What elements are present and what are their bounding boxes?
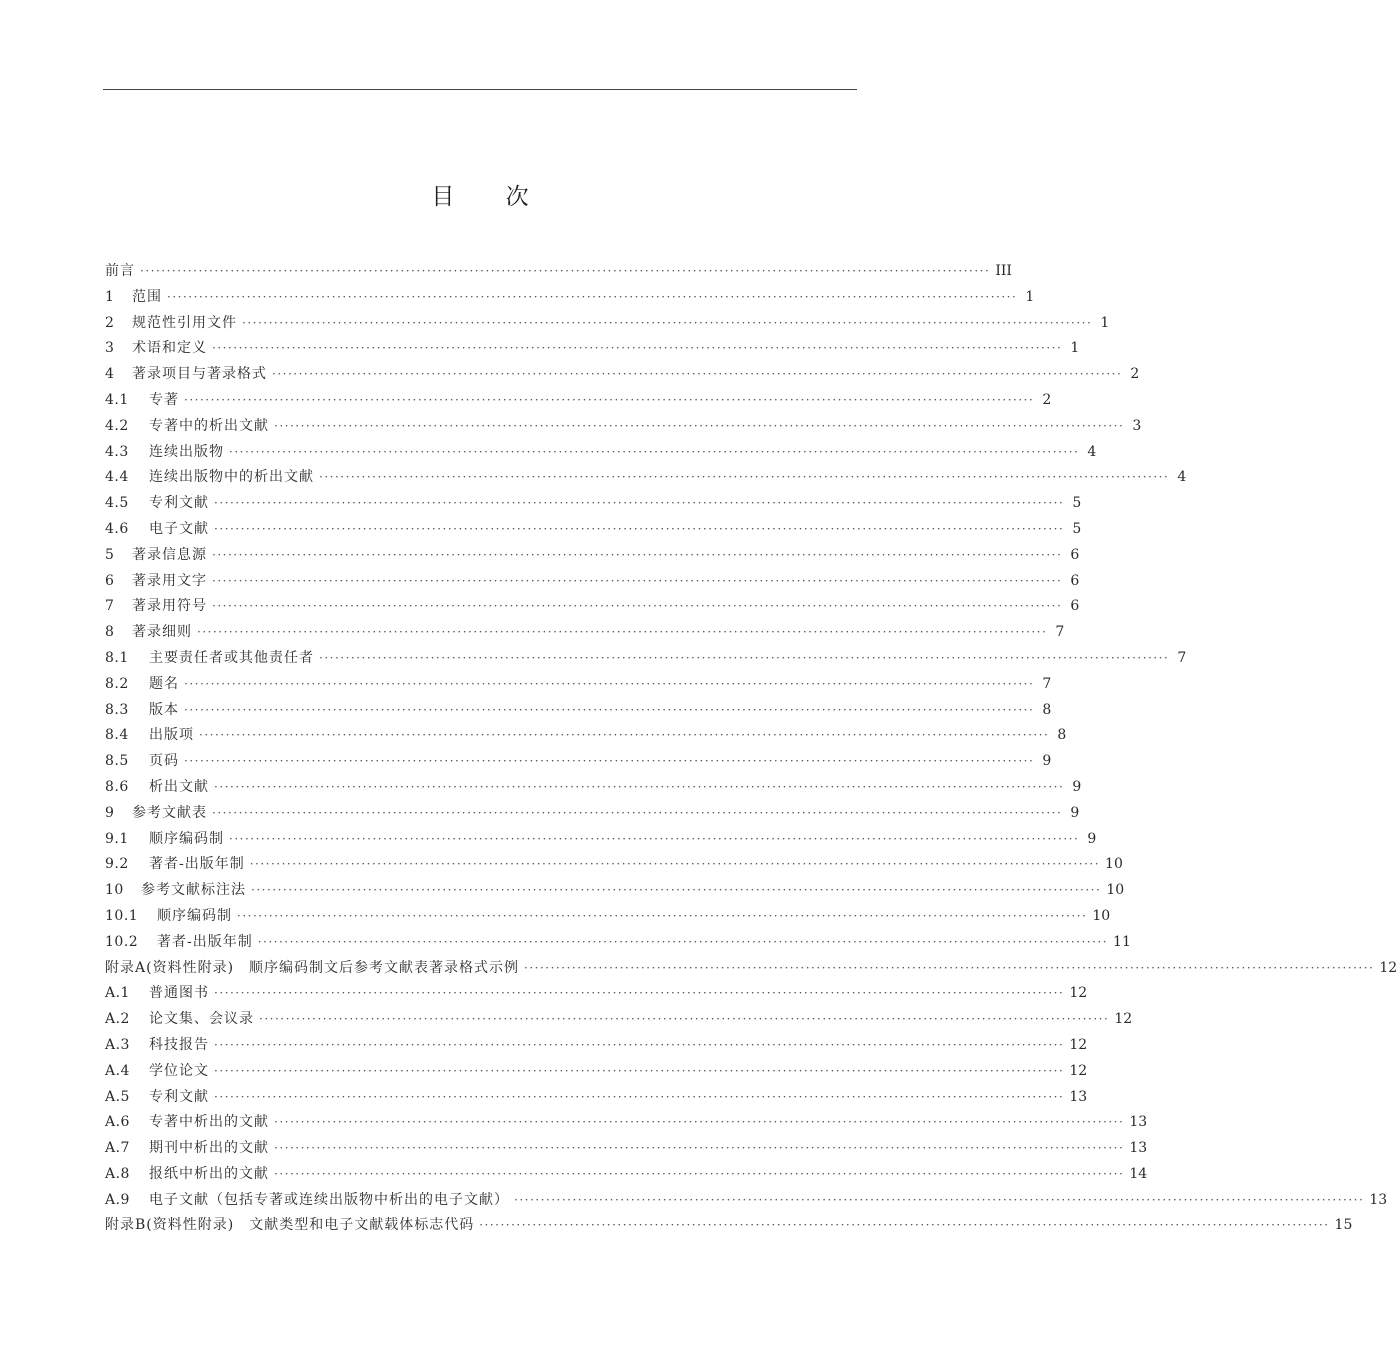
toc-leader: ································································································································································: [249, 857, 1101, 872]
toc-label: 出版项: [149, 727, 194, 744]
toc-number: 10.1: [105, 907, 139, 924]
toc-label: 专著: [149, 391, 179, 408]
toc-label: 参考文献表: [132, 804, 207, 821]
toc-page: 7: [1042, 675, 1052, 692]
toc-page: 4: [1177, 469, 1187, 486]
toc-leader: ································································································································································: [199, 728, 1050, 743]
toc-number: 2: [105, 314, 115, 331]
toc-entry[interactable]: [105, 465, 1187, 491]
toc-number: 4.4: [105, 469, 129, 486]
toc-label: 著录细则: [132, 624, 192, 641]
toc-number: A.2: [105, 1011, 130, 1028]
toc-label: 连续出版物: [149, 443, 224, 460]
toc-page: 9: [1042, 753, 1052, 770]
toc-number: 5: [105, 546, 115, 563]
toc-entry[interactable]: [105, 1059, 1088, 1085]
toc-page: 15: [1334, 1217, 1353, 1234]
toc-leader: ································································································································································: [514, 1192, 1365, 1207]
toc-page: 7: [1177, 649, 1187, 666]
toc-number: A.6: [105, 1114, 130, 1131]
toc-page: 13: [1129, 1114, 1148, 1131]
toc-number: 3: [105, 340, 115, 357]
toc-entry[interactable]: [105, 414, 1142, 440]
toc-page: 12: [1069, 1062, 1088, 1079]
toc-leader: ································································································································································: [229, 444, 1080, 459]
toc-label: 电子文献（包括专著或连续出版物中析出的电子文献）: [149, 1191, 509, 1208]
toc-page: 7: [1055, 624, 1065, 641]
toc-page: 9: [1070, 804, 1080, 821]
toc-leader: ································································································································································: [212, 341, 1063, 356]
toc-number: 4.1: [105, 391, 129, 408]
toc-entry[interactable]: [105, 1007, 1133, 1033]
toc-leader: ································································································································································: [214, 779, 1065, 794]
toc-page: 14: [1129, 1165, 1148, 1182]
toc-page: 2: [1130, 366, 1140, 383]
toc-number: 8.2: [105, 675, 129, 692]
toc-entry[interactable]: [105, 904, 1111, 930]
toc-label: 附录B(资料性附录) 文献类型和电子文献载体标志代码: [105, 1217, 475, 1234]
toc-entry[interactable]: [105, 930, 1131, 956]
toc-entry[interactable]: [105, 362, 1140, 388]
toc-label: 题名: [149, 675, 179, 692]
toc-leader: ································································································································································: [274, 418, 1125, 433]
toc-entry[interactable]: [105, 698, 1052, 724]
toc-entry[interactable]: [105, 672, 1052, 698]
toc-label: 析出文献: [149, 778, 209, 795]
toc-leader: ································································································································································: [319, 470, 1170, 485]
toc-label: 连续出版物中的析出文献: [149, 469, 314, 486]
toc-leader: ································································································································································: [212, 599, 1063, 614]
toc-page: 1: [1025, 288, 1035, 305]
toc-leader: ································································································································································: [212, 547, 1063, 562]
toc-number: 9: [105, 804, 115, 821]
table-of-contents: [105, 259, 1397, 1239]
toc-label: 附录A(资料性附录) 顺序编码制文后参考文献表著录格式示例: [105, 959, 520, 976]
toc-page: 12: [1114, 1011, 1133, 1028]
toc-page: 11: [1113, 933, 1131, 950]
toc-leader: ································································································································································: [214, 1089, 1065, 1104]
toc-page: 6: [1070, 546, 1080, 563]
toc-label: 专利文献: [149, 495, 209, 512]
toc-leader: ································································································································································: [319, 650, 1170, 665]
toc-page: 12: [1069, 1036, 1088, 1053]
toc-label: 范围: [132, 288, 162, 305]
toc-label: 页码: [149, 753, 179, 770]
toc-number: 4.2: [105, 417, 129, 434]
toc-leader: ································································································································································: [184, 392, 1035, 407]
toc-leader: ································································································································································: [257, 934, 1109, 949]
toc-leader: ································································································································································: [237, 908, 1088, 923]
toc-leader: ································································································································································: [214, 496, 1065, 511]
toc-entry[interactable]: [105, 491, 1082, 517]
toc-page: 6: [1070, 572, 1080, 589]
toc-entry[interactable]: [105, 1162, 1148, 1188]
toc-number: 8.5: [105, 753, 129, 770]
toc-page: 12: [1379, 959, 1397, 976]
toc-leader: ································································································································································: [251, 883, 1102, 898]
toc-label: 顺序编码制: [149, 830, 224, 847]
toc-label: 普通图书: [149, 985, 209, 1002]
toc-page: 8: [1042, 701, 1052, 718]
toc-label: 电子文献: [149, 520, 209, 537]
toc-label: 科技报告: [149, 1036, 209, 1053]
toc-number: 7: [105, 598, 115, 615]
toc-entry[interactable]: [105, 259, 1012, 285]
header-rule: [103, 89, 857, 90]
toc-entry[interactable]: [105, 827, 1097, 853]
toc-entry[interactable]: [105, 981, 1088, 1007]
toc-number: A.1: [105, 985, 130, 1002]
toc-label: 专著中的析出文献: [149, 417, 269, 434]
toc-entry[interactable]: [105, 620, 1065, 646]
toc-entry[interactable]: [105, 285, 1035, 311]
toc-number: 1: [105, 288, 115, 305]
toc-label: 版本: [149, 701, 179, 718]
toc-page: 9: [1087, 830, 1097, 847]
toc-label: 论文集、会议录: [149, 1011, 254, 1028]
toc-leader: ································································································································································: [140, 264, 991, 278]
toc-entry[interactable]: [105, 956, 1397, 982]
toc-entry[interactable]: [105, 311, 1110, 337]
toc-number: 6: [105, 572, 115, 589]
toc-leader: ································································································································································: [212, 805, 1063, 820]
toc-leader: ································································································································································: [274, 1166, 1125, 1181]
toc-entry[interactable]: [105, 517, 1082, 543]
toc-number: 4.5: [105, 495, 129, 512]
toc-leader: ································································································································································: [274, 1141, 1125, 1156]
toc-page: 1: [1070, 340, 1080, 357]
toc-leader: ································································································································································: [242, 315, 1093, 330]
toc-label: 规范性引用文件: [132, 314, 237, 331]
toc-page: 2: [1042, 391, 1052, 408]
toc-leader: ································································································································································: [272, 367, 1123, 382]
toc-leader: ································································································································································: [167, 289, 1018, 304]
toc-page: 10: [1105, 856, 1123, 873]
toc-page: 5: [1072, 495, 1082, 512]
toc-entry[interactable]: [105, 775, 1082, 801]
toc-number: 4.6: [105, 520, 129, 537]
toc-leader: ································································································································································: [184, 676, 1035, 691]
toc-page: 9: [1072, 778, 1082, 795]
toc-label: 著者-出版年制: [149, 856, 245, 873]
toc-number: A.7: [105, 1140, 130, 1157]
toc-leader: ································································································································································: [214, 1063, 1065, 1078]
toc-label: 著录信息源: [132, 546, 207, 563]
toc-entry[interactable]: [105, 336, 1080, 362]
toc-number: 8.4: [105, 727, 129, 744]
toc-leader: ································································································································································: [259, 1012, 1110, 1027]
page-title: 目 次: [431, 184, 551, 210]
toc-entry[interactable]: [105, 1136, 1148, 1162]
toc-label: 著录用符号: [132, 598, 207, 615]
toc-entry[interactable]: [105, 646, 1187, 672]
toc-entry[interactable]: [105, 569, 1080, 595]
toc-number: A.4: [105, 1062, 130, 1079]
toc-number: 10: [105, 882, 124, 899]
toc-leader: ································································································································································: [184, 754, 1035, 769]
toc-entry[interactable]: [105, 388, 1052, 414]
toc-page: 12: [1069, 985, 1088, 1002]
toc-label: 参考文献标注法: [141, 882, 246, 899]
toc-label: 顺序编码制: [157, 907, 232, 924]
toc-page: 13: [1129, 1140, 1148, 1157]
toc-label: 专著中析出的文献: [149, 1114, 269, 1131]
toc-leader: ································································································································································: [197, 625, 1048, 640]
toc-number: 8.1: [105, 649, 129, 666]
toc-leader: ································································································································································: [214, 1037, 1065, 1052]
toc-entry[interactable]: [105, 543, 1080, 569]
toc-entry[interactable]: [105, 1213, 1353, 1239]
toc-leader: ································································································································································: [274, 1115, 1125, 1130]
toc-entry[interactable]: [105, 594, 1080, 620]
toc-page: 8: [1057, 727, 1067, 744]
toc-leader: ································································································································································: [524, 960, 1375, 975]
toc-entry[interactable]: [105, 852, 1123, 878]
toc-entry[interactable]: [105, 1033, 1088, 1059]
toc-page: 10: [1092, 907, 1111, 924]
toc-entry[interactable]: [105, 1188, 1388, 1214]
toc-number: 8: [105, 624, 115, 641]
toc-page: 13: [1369, 1191, 1388, 1208]
toc-number: A.3: [105, 1036, 130, 1053]
toc-page: 6: [1070, 598, 1080, 615]
toc-leader: ································································································································································: [184, 702, 1035, 717]
toc-page: III: [995, 263, 1012, 279]
toc-page: 3: [1132, 417, 1142, 434]
toc-number: A.9: [105, 1191, 130, 1208]
toc-page: 10: [1106, 882, 1125, 899]
toc-number: 8.6: [105, 778, 129, 795]
toc-number: A.8: [105, 1165, 130, 1182]
toc-entry[interactable]: [105, 1085, 1088, 1111]
toc-entry[interactable]: [105, 878, 1125, 904]
toc-label: 术语和定义: [132, 340, 207, 357]
toc-entry[interactable]: [105, 801, 1080, 827]
toc-entry[interactable]: [105, 723, 1067, 749]
toc-leader: ································································································································································: [214, 986, 1065, 1001]
toc-leader: ································································································································································: [229, 831, 1080, 846]
toc-label: 著录项目与著录格式: [132, 366, 267, 383]
toc-label: 前言: [105, 263, 135, 279]
toc-number: 9.1: [105, 830, 129, 847]
toc-label: 主要责任者或其他责任者: [149, 649, 314, 666]
toc-label: 学位论文: [149, 1062, 209, 1079]
toc-label: 著者-出版年制: [157, 933, 253, 950]
toc-page: 4: [1087, 443, 1097, 460]
toc-leader: ································································································································································: [212, 573, 1063, 588]
toc-number: 10.2: [105, 933, 139, 950]
toc-entry[interactable]: [105, 749, 1052, 775]
toc-number: 4: [105, 366, 115, 383]
toc-number: 8.3: [105, 701, 129, 718]
toc-label: 期刊中析出的文献: [149, 1140, 269, 1157]
toc-entry[interactable]: [105, 1110, 1148, 1136]
toc-label: 报纸中析出的文献: [149, 1165, 269, 1182]
toc-number: 9.2: [105, 856, 129, 873]
toc-number: A.5: [105, 1088, 130, 1105]
toc-page: 13: [1069, 1088, 1088, 1105]
toc-leader: ································································································································································: [479, 1218, 1330, 1233]
toc-page: 1: [1100, 314, 1110, 331]
toc-label: 专利文献: [149, 1088, 209, 1105]
toc-page: 5: [1072, 520, 1082, 537]
toc-entry[interactable]: [105, 440, 1097, 466]
toc-number: 4.3: [105, 443, 129, 460]
toc-leader: ································································································································································: [214, 521, 1065, 536]
toc-label: 著录用文字: [132, 572, 207, 589]
